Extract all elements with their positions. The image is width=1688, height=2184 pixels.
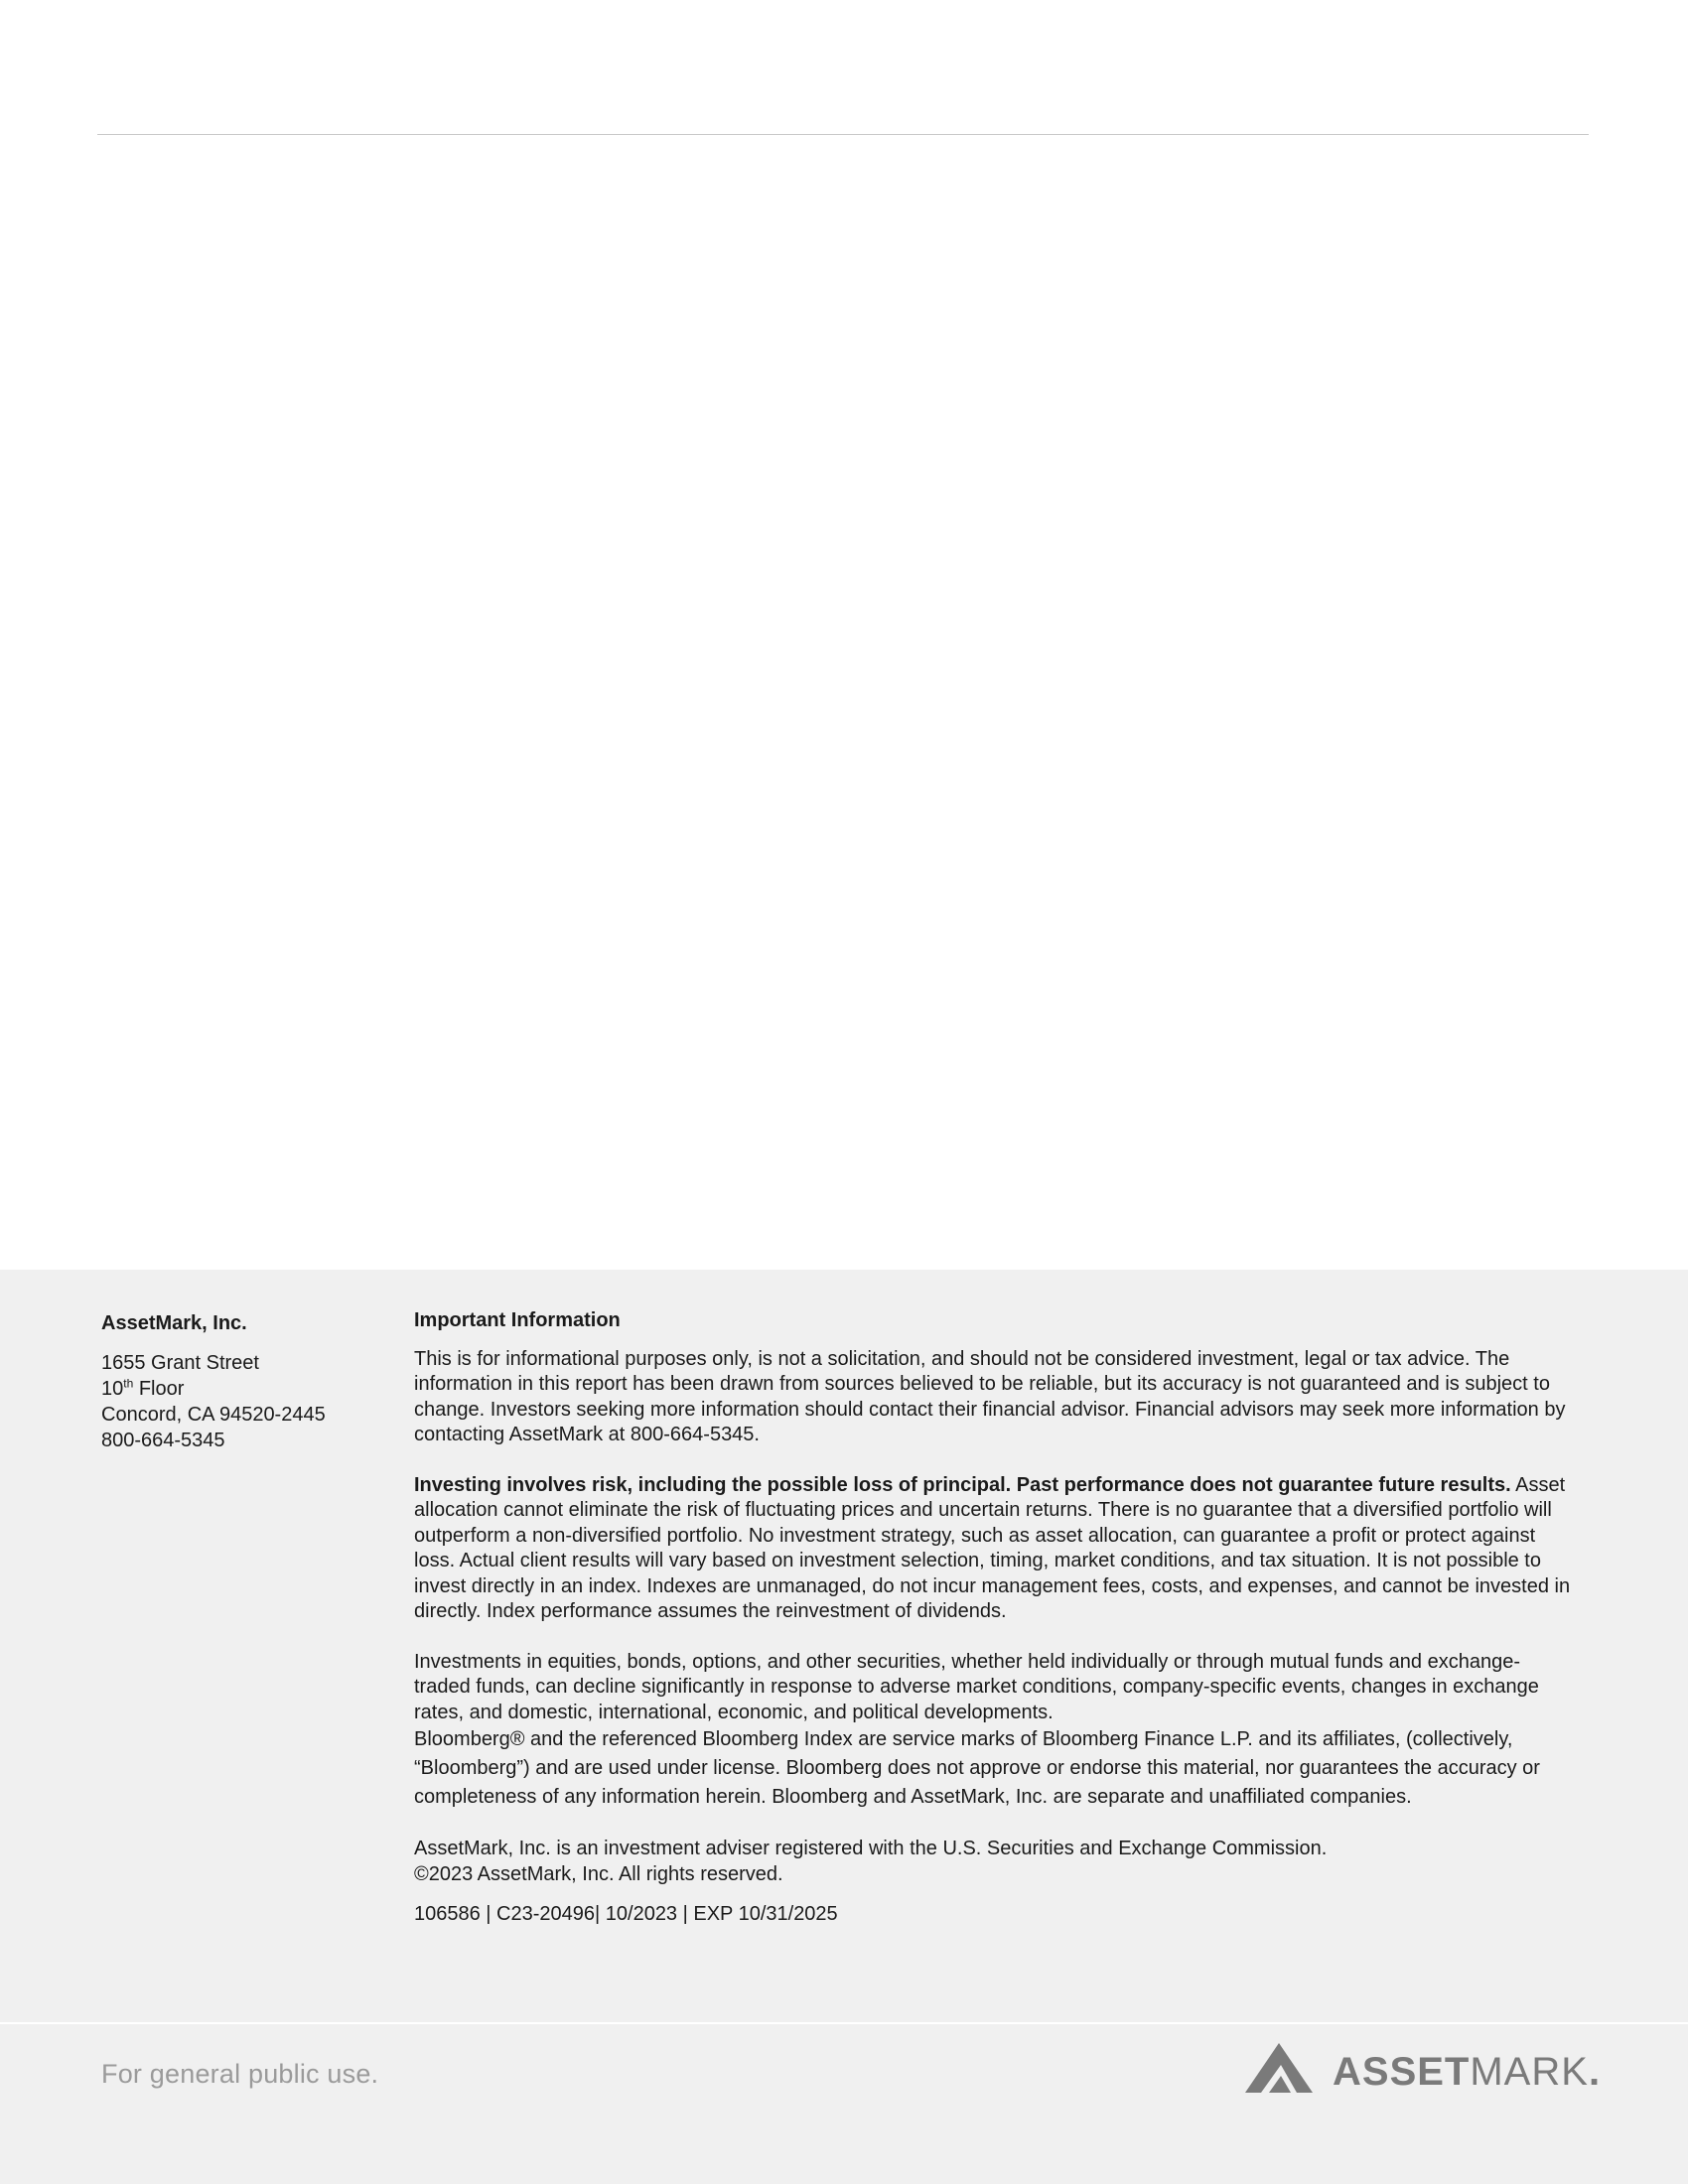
investments-paragraph: Investments in equities, bonds, options, and other securities, whether held individually or through mutual funds and exchange-traded funds, can decline significantly in response to adverse market conditions, company-specific events, changes in exchange rates, and domestic, international, economic, and political developments. [414, 1650, 1539, 1723]
floor-word: Floor [133, 1378, 185, 1400]
disclaimer-paragraph-1: This is for informational purposes only, is not a solicitation, and should not be considered investment, legal or tax advice. The information in this report has been drawn from sources believed to be reliable, but its accuracy is not guaranteed and is subject to change. Investors seeking more information should contact their financial advisor. Financial advisors may seek more information by contacting AssetMark at 800-664-5345. [414, 1347, 1566, 1445]
city-line: Concord, CA 94520-2445 [101, 1404, 326, 1426]
floor-suffix: th [123, 1376, 134, 1391]
info-heading: Important Information [414, 1309, 621, 1331]
registration-line: AssetMark, Inc. is an investment adviser registered with the U.S. Securities and Exchange Commission. [414, 1838, 1328, 1859]
phone-number: 800-664-5345 [101, 1430, 225, 1451]
assetmark-logo-text [1333, 2050, 1601, 2094]
document-code: 106586 | C23-20496| 10/2023 | EXP 10/31/2025 [414, 1903, 838, 1925]
bloomberg-paragraph: Bloomberg® and the referenced Bloomberg Index are service marks of Bloomberg Finance L.P. and its affiliates, (collectively, “Bloomberg”) and are used under license. Bloomberg does not approve or endorse this material, nor guarantees the accuracy or completeness of any information herein. Bloomberg and AssetMark, Inc. are separate and unaffiliated companies. [414, 1728, 1540, 1808]
logo-text-mark: . [1588, 2050, 1602, 2094]
logo-text-light: MARK [1470, 2050, 1589, 2094]
company-name: AssetMark, Inc. [101, 1312, 247, 1334]
risk-statement-rest: Asset allocation cannot eliminate the risk of fluctuating prices and uncertain returns. There is no guarantee that a diversified portfolio will outperform a non-diversified portfolio. No investment strategy, such as asset allocation, can guarantee a profit or protect against loss. Actual client results will vary based on investment selection, timing, market conditions, and tax situation. It is not possible to invest directly in an index. Indexes are unmanaged, do not incur management fees, costs, and expenses, and cannot be invested in directly. Index performance assumes the reinvestment of dividends. [414, 1473, 1571, 1622]
floor-number: 10 [101, 1378, 124, 1400]
copyright-line: ©2023 AssetMark, Inc. All rights reserved. [414, 1862, 783, 1885]
logo-text-bold: ASSET [1333, 2050, 1471, 2094]
risk-statement-bold: Investing involves risk, including the possible loss of principal. Past performance does not guarantee future results. [414, 1473, 1511, 1496]
assetmark-logo [1245, 2043, 1602, 2099]
important-information [414, 1308, 1574, 1928]
top-divider [97, 134, 1589, 135]
risk-paragraph [414, 1473, 1574, 1625]
street-address: 1655 Grant Street [101, 1352, 259, 1374]
panel-divider [0, 2022, 1688, 2024]
general-public-use-notice: For general public use. [101, 2059, 379, 2089]
assetmark-logo-mark [1245, 2043, 1313, 2093]
company-contact [101, 1310, 389, 1453]
floor-line [101, 1376, 389, 1402]
